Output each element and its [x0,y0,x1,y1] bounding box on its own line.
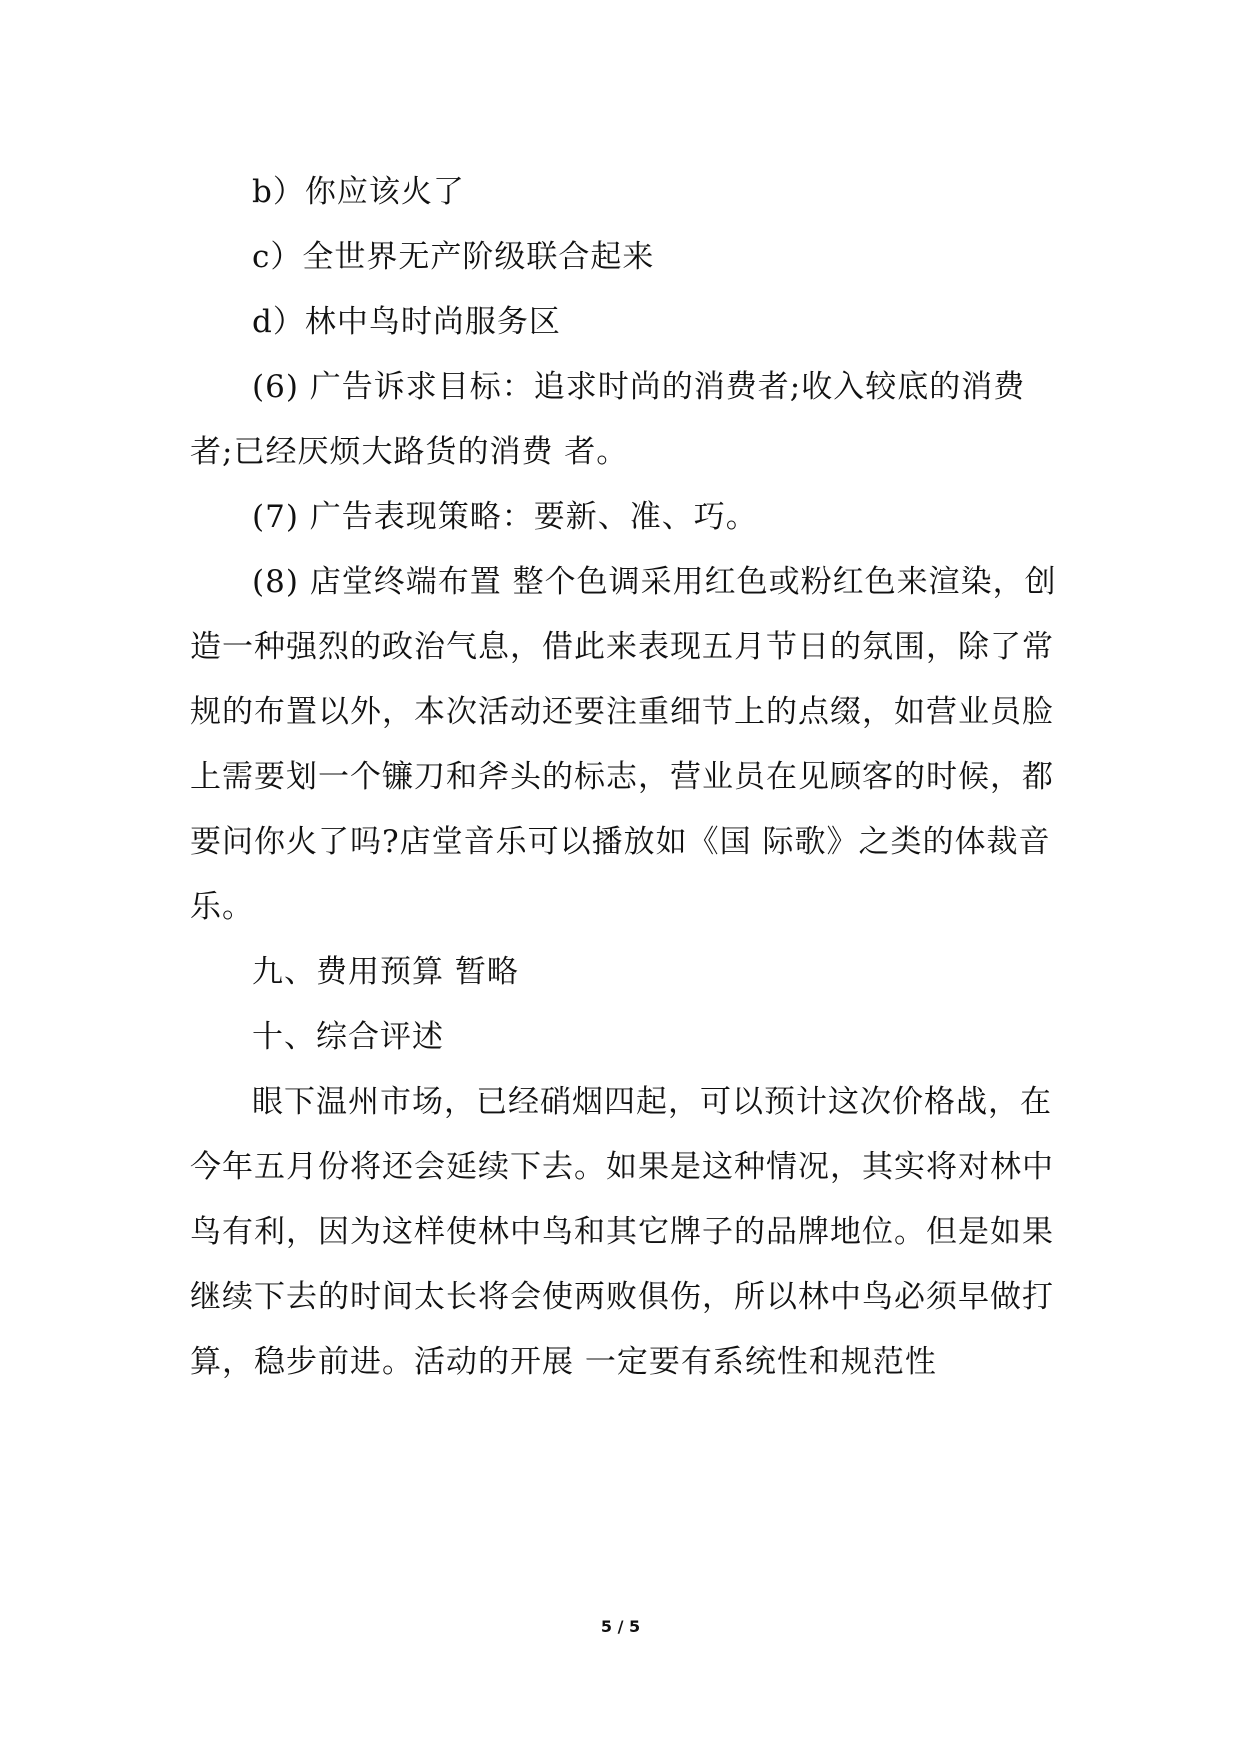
paragraph-ad-target: (6) 广告诉求目标：追求时尚的消费者;收入较底的消费者;已经厌烦大路货的消费 者。 [190,369,1026,470]
section-heading-summary: 十、综合评述 [252,1019,444,1055]
document-body [190,160,1060,1395]
page-number: 5 / 5 [600,1617,641,1636]
list-item-d: d）林中鸟时尚服务区 [252,304,561,340]
list-item-c: c）全世界无产阶级联合起来 [252,239,655,275]
paragraph-store-layout: (8) 店堂终端布置 整个色调采用红色或粉红色来渲染，创造一种强烈的政治气息，借此来表现五月节日的氛围，除了常规的布置以外，本次活动还要注重细节上的点缀，如营业员脸上需要划一个镰刀和斧头的标志，营业员在见顾客的时候，都要问你火了吗?店堂音乐可以播放如《国 际歌》之类的体裁音乐。 [190,564,1057,925]
list-item-b: b）你应该火了 [252,174,465,210]
paragraph-ad-strategy: (7) 广告表现策略：要新、准、巧。 [252,499,758,535]
section-heading-budget: 九、费用预算 暂略 [252,954,519,990]
paragraph-summary: 眼下温州市场，已经硝烟四起，可以预计这次价格战，在今年五月份将还会延续下去。如果是这种情况，其实将对林中鸟有利，因为这样使林中鸟和其它牌子的品牌地位。但是如果继续下去的时间太长将会使两败俱伤，所以林中鸟必须早做打算，稳步前进。活动的开展 一定要有系统性和规范性 [190,1084,1054,1380]
